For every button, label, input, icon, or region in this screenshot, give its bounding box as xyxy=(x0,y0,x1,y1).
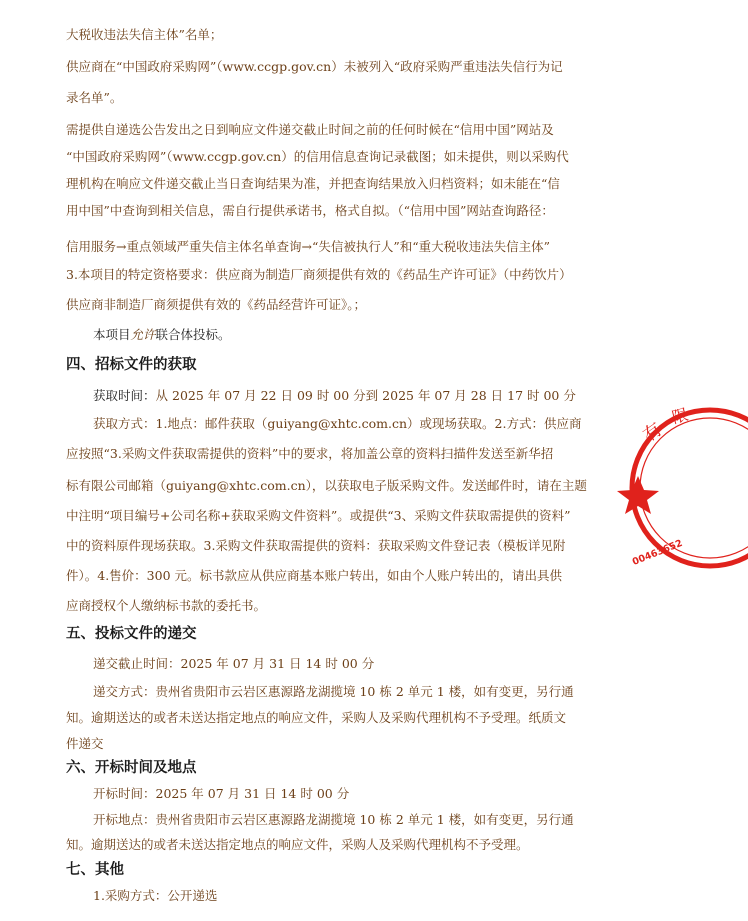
text-line: 大税收违法失信主体”名单； xyxy=(66,27,223,42)
opening-place-line: 开标地点：贵州省贵阳市云岩区惠源路龙湖揽境 10 栋 2 单元 1 楼，如有变更，另行通 xyxy=(93,812,574,827)
submit-method-line: 递交方式：贵州省贵阳市云岩区惠源路龙湖揽境 10 栋 2 单元 1 楼，如有变更，另行通 xyxy=(93,684,574,699)
acquire-time-line xyxy=(93,388,606,404)
acquire-method-line: 获取方式：1.地点：邮件获取（guiyang@xhtc.com.cn）或现场获取。2.方式：供应商 xyxy=(93,416,582,431)
submit-method-line: 件递交 xyxy=(66,736,104,751)
text-line: 需提供自递选公告发出之日到响应文件递交截止时间之前的任何时候在“信用中国”网站及 xyxy=(66,122,554,137)
seal-char: 限 xyxy=(669,404,691,428)
acquire-method-line: 应商授权个人缴纳标书款的委托书。 xyxy=(66,598,267,613)
text-line: 信用服务→重点领域严重失信主体名单查询→“失信被执行人”和“重大税收违法失信主体” xyxy=(66,239,551,254)
text-line: 3.本项目的特定资格要求：供应商为制造厂商须提供有效的《药品生产许可证》（中药饮片） xyxy=(66,267,572,282)
joint-suffix: 联合体投标。 xyxy=(155,327,231,342)
acquire-time-value: 从 2025 年 07 月 22 日 09 时 00 分到 2025 年 07 月 28 日 17 时 00 分 xyxy=(155,388,576,403)
text-line: 理机构在响应文件递交截止当日查询结果为准，并把查询结果放入归档资料；如未能在“信 xyxy=(66,176,560,191)
opening-place-line: 知。逾期送达的或者未送达指定地点的响应文件，采购人及采购代理机构不予受理。 xyxy=(66,837,529,852)
joint-prefix: 本项目 xyxy=(93,327,131,342)
company-seal-stamp xyxy=(628,400,748,580)
text-line: 录名单”。 xyxy=(66,90,123,105)
section-4-title: 四、招标文件的获取 xyxy=(66,357,197,373)
section-7-title: 七、其他 xyxy=(66,862,124,878)
acquire-method-line: 应按照“3.采购文件获取需提供的资料”中的要求，将加盖公章的资料扫描件发送至新华招 xyxy=(66,446,554,461)
joint-bid-line xyxy=(93,327,606,343)
section-6-title: 六、开标时间及地点 xyxy=(66,760,197,776)
text-line: 供应商在“中国政府采购网”（www.ccgp.gov.cn）未被列入“政府采购严重违法失信行为记 xyxy=(66,59,563,74)
acquire-method-line: 标有限公司邮箱（guiyang@xhtc.com.cn），以获取电子版采购文件。发送邮件时，请在主题 xyxy=(66,478,587,493)
seal-number: 00463652 xyxy=(630,537,685,568)
text-line: 供应商非制造厂商须提供有效的《药品经营许可证》。； xyxy=(66,297,367,312)
acquire-method-line: 中注明“项目编号+公司名称+获取采购文件资料”。或提供“3、采购文件获取需提供的资料” xyxy=(66,508,571,523)
acquire-time-label: 获取时间： xyxy=(93,388,156,403)
seal-star-icon xyxy=(617,476,659,514)
text-line: 用中国”中查询到相关信息，需自行提供承诺书，格式自拟。（“信用中国”网站查询路径： xyxy=(66,203,554,218)
acquire-method-line: 中的资料原件现场获取。3.采购文件获取需提供的资料：获取采购文件登记表（模板详见附 xyxy=(66,538,566,553)
section-5-title: 五、投标文件的递交 xyxy=(66,626,197,642)
joint-word: 允许 xyxy=(130,327,156,342)
acquire-method-line: 件）。4.售价：300 元。标书款应从供应商基本账户转出，如由个人账户转出的，请出具供 xyxy=(66,568,563,583)
text-line: “中国政府采购网”（www.ccgp.gov.cn）的信用信息查询记录截图；如未提供，则以采购代 xyxy=(66,149,569,164)
submit-method-line: 知。逾期送达的或者未送达指定地点的响应文件，采购人及采购代理机构不予受理。纸质文 xyxy=(66,710,567,725)
procurement-method: 1.采购方式：公开递选 xyxy=(93,888,218,903)
submit-deadline: 递交截止时间：2025 年 07 月 31 日 14 时 00 分 xyxy=(93,656,375,671)
seal-char: 有 xyxy=(639,418,667,447)
opening-time: 开标时间：2025 年 07 月 31 日 14 时 00 分 xyxy=(93,786,350,801)
